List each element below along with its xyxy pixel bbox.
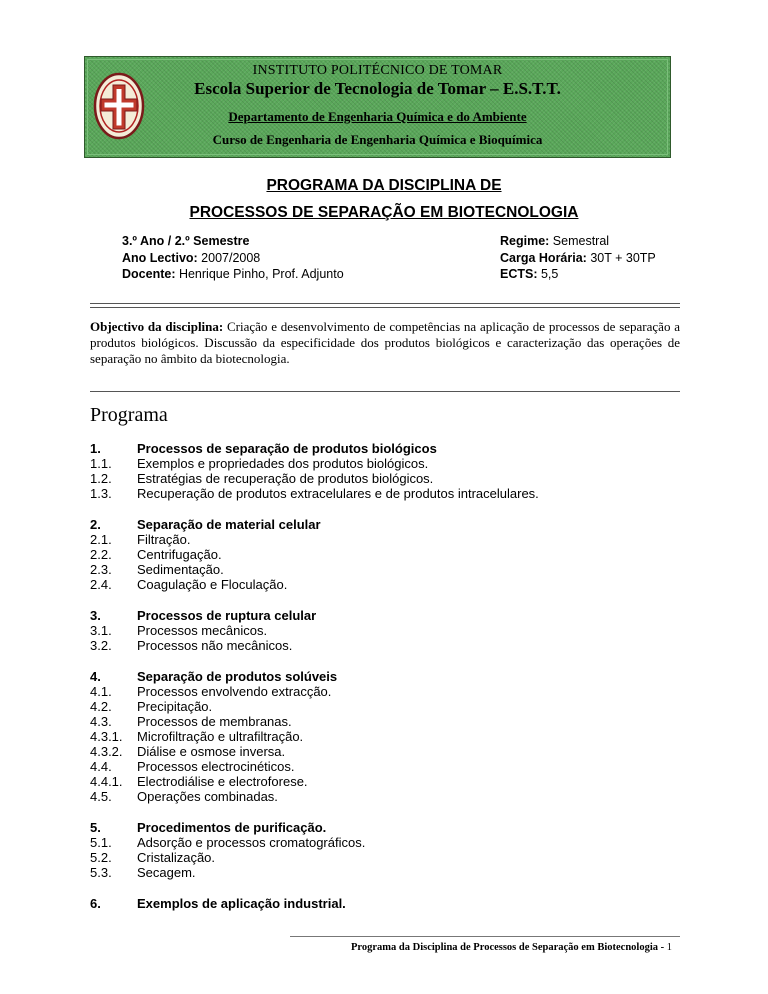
section-number: 6. [90,896,101,911]
header-banner [84,56,671,158]
list-item [90,729,680,744]
syllabus-outline [90,441,680,927]
meta-lecturer: Docente: Henrique Pinho, Prof. Adjunto [122,267,344,281]
meta-year-semester: 3.º Ano / 2.º Semestre [122,234,250,248]
programa-heading: Programa [90,404,168,426]
item-text: Diálise e osmose inversa. [137,744,286,759]
list-item [90,699,680,714]
meta-workload: Carga Horária: 30T + 30TP [500,250,656,265]
item-number: 4.2. [90,699,112,714]
meta-regime: Regime: Semestral [500,234,610,248]
section-number: 1. [90,441,101,456]
list-item [90,865,680,880]
objective-text: Criação e desenvolvimento de competências na aplicação de processos de separação a produtos biológicos. Discussão da especificidade dos produtos biológicos e caracterização das operações de separação no âmbito da biotecnologia. [90,319,680,366]
list-item [90,638,680,653]
item-number: 1.3. [90,486,112,501]
list-item [90,774,680,789]
item-text: Cristalização. [137,850,216,865]
document-title-line1: PROGRAMA DA DISCIPLINA DE [266,177,502,194]
section-title: Exemplos de aplicação industrial. [137,896,346,911]
section-title: Processos de ruptura celular [137,608,317,623]
meta-ects: ECTS: 5,5 [500,267,559,281]
section-heading [90,896,680,911]
item-text: Filtração. [137,532,191,547]
item-text: Electrodiálise e electroforese. [137,774,308,789]
institution-name: INSTITUTO POLITÉCNICO DE TOMAR [252,63,503,78]
item-number: 3.1. [90,623,112,638]
list-item [90,835,680,850]
section-heading [90,441,680,456]
syllabus-section [90,896,680,911]
section-heading [90,517,680,532]
syllabus-section [90,441,680,501]
list-item [90,744,680,759]
item-number: 4.3.2. [90,744,123,759]
objective-label: Objectivo da disciplina: [90,319,224,334]
list-item [90,471,680,486]
list-item [90,562,680,577]
section-heading [90,669,680,684]
item-text: Sedimentação. [137,562,224,577]
footer-divider [290,936,680,937]
section-title: Separação de material celular [137,517,321,532]
item-text: Estratégias de recuperação de produtos biológicos. [137,471,434,486]
section-number: 3. [90,608,101,623]
objective-paragraph [90,319,680,367]
department-name: Departamento de Engenharia Química e do Ambiente [228,109,527,124]
item-number: 2.3. [90,562,112,577]
item-text: Processos electrocinéticos. [137,759,295,774]
section-number: 4. [90,669,101,684]
section-heading [90,608,680,623]
item-number: 1.1. [90,456,112,471]
list-item [90,684,680,699]
list-item [90,759,680,774]
section-title: Separação de produtos solúveis [137,669,338,684]
item-text: Precipitação. [137,699,213,714]
syllabus-section [90,608,680,653]
section-number: 2. [90,517,101,532]
item-number: 1.2. [90,471,112,486]
item-number: 4.3.1. [90,729,123,744]
section-title: Processos de separação de produtos biológicos [137,441,437,456]
list-item [90,714,680,729]
item-number: 5.2. [90,850,112,865]
document-title-line2: PROCESSOS DE SEPARAÇÃO EM BIOTECNOLOGIA [189,204,579,221]
item-text: Exemplos e propriedades dos produtos biológicos. [137,456,429,471]
item-number: 3.2. [90,638,112,653]
syllabus-section [90,669,680,804]
list-item [90,850,680,865]
item-text: Recuperação de produtos extracelulares e de produtos intracelulares. [137,486,539,501]
section-title: Procedimentos de purificação. [137,820,327,835]
list-item [90,456,680,471]
page-footer [351,942,672,953]
item-text: Adsorção e processos cromatográficos. [137,835,366,850]
item-number: 4.3. [90,714,112,729]
divider [90,391,680,392]
page-number: 1 [666,942,672,953]
section-number: 5. [90,820,101,835]
list-item [90,577,680,592]
list-item [90,623,680,638]
item-text: Secagem. [137,865,196,880]
course-name: Curso de Engenharia de Engenharia Química e Bioquímica [212,132,543,147]
item-number: 2.1. [90,532,112,547]
item-text: Processos mecânicos. [137,623,268,638]
section-heading [90,820,680,835]
list-item [90,486,680,501]
list-item [90,547,680,562]
syllabus-section [90,820,680,880]
item-text: Processos não mecânicos. [137,638,293,653]
item-text: Operações combinadas. [137,789,278,804]
list-item [90,789,680,804]
syllabus-section [90,517,680,592]
course-meta-right [500,233,656,283]
footer-text: Programa da Disciplina de Processos de Separação em Biotecnologia - [351,942,667,953]
item-text: Processos envolvendo extracção. [137,684,332,699]
item-number: 5.3. [90,865,112,880]
item-number: 4.5. [90,789,112,804]
course-meta-left [122,233,344,283]
item-number: 4.4. [90,759,112,774]
item-text: Microfiltração e ultrafiltração. [137,729,304,744]
list-item [90,532,680,547]
item-text: Processos de membranas. [137,714,292,729]
item-number: 4.1. [90,684,112,699]
item-text: Coagulação e Floculação. [137,577,288,592]
divider-double [90,303,680,308]
school-name: Escola Superior de Tecnologia de Tomar – E.S.T.T. [194,79,561,98]
item-text: Centrifugação. [137,547,222,562]
item-number: 2.4. [90,577,112,592]
item-number: 5.1. [90,835,112,850]
item-number: 4.4.1. [90,774,123,789]
item-number: 2.2. [90,547,112,562]
meta-academic-year: Ano Lectivo: 2007/2008 [122,250,261,265]
